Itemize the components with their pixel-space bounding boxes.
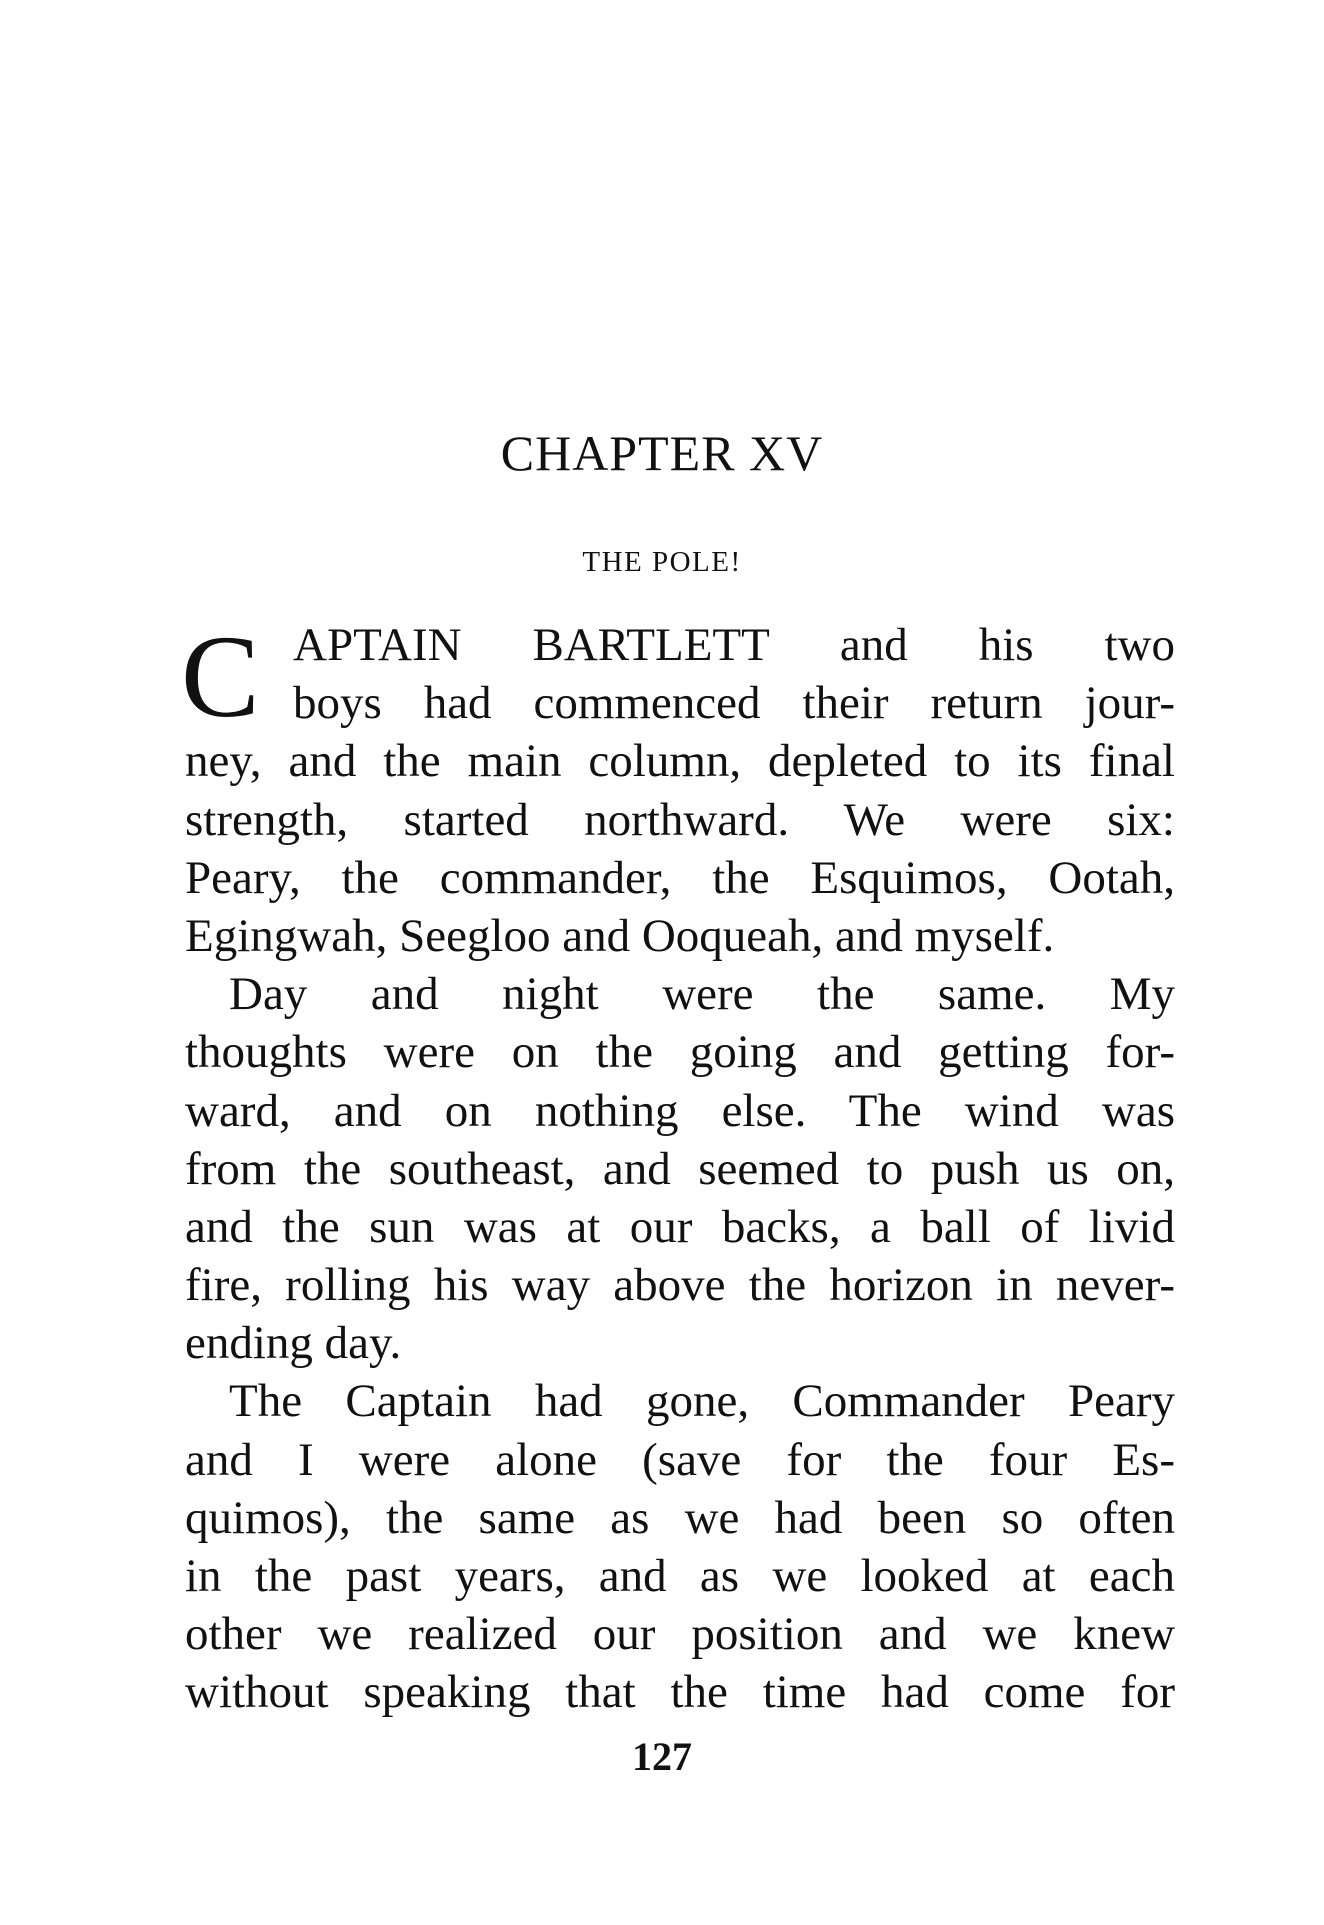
paragraph (185, 965, 1175, 1372)
text-line: without speaking that the time had come for (185, 1666, 1175, 1719)
text-line: ward, and on nothing else. The wind was (185, 1084, 1175, 1137)
text-line: fire, rolling his way above the horizon in never- (185, 1259, 1175, 1312)
body-text (181, 611, 1175, 1722)
paragraph (181, 611, 1175, 965)
chapter-subtitle: THE POLE! (582, 546, 742, 578)
text-line: in the past years, and as we looked at each (185, 1550, 1175, 1602)
text-line: boys had commenced their return jour- (293, 677, 1175, 730)
text-line: The Captain had gone, Commander Peary (229, 1375, 1175, 1428)
text-line: Peary, the commander, the Esquimos, Ootah, (185, 851, 1175, 904)
paragraph (185, 1372, 1175, 1721)
text-line: and I were alone (save for the four Es- (185, 1433, 1175, 1486)
page-number: 127 (632, 1734, 692, 1779)
drop-cap: C (181, 611, 260, 742)
chapter-title: CHAPTER XV (500, 425, 824, 481)
text-line: ney, and the main column, depleted to its final (185, 735, 1175, 788)
text-line: quimos), the same as we had been so often (185, 1491, 1175, 1544)
text-line: APTAIN BARTLETT and his two (293, 619, 1175, 671)
text-line: strength, started northward. We were six: (185, 793, 1175, 846)
text-line: thoughts were on the going and getting for- (185, 1026, 1175, 1079)
text-line: ending day. (185, 1317, 402, 1370)
text-line: and the sun was at our backs, a ball of livid (185, 1200, 1175, 1253)
text-line: Day and night were the same. My (229, 968, 1175, 1021)
text-line: other we realized our position and we knew (185, 1608, 1175, 1661)
text-line: from the southeast, and seemed to push us on, (185, 1142, 1175, 1195)
text-line: Egingwah, Seegloo and Ooqueah, and myself. (185, 909, 1055, 962)
